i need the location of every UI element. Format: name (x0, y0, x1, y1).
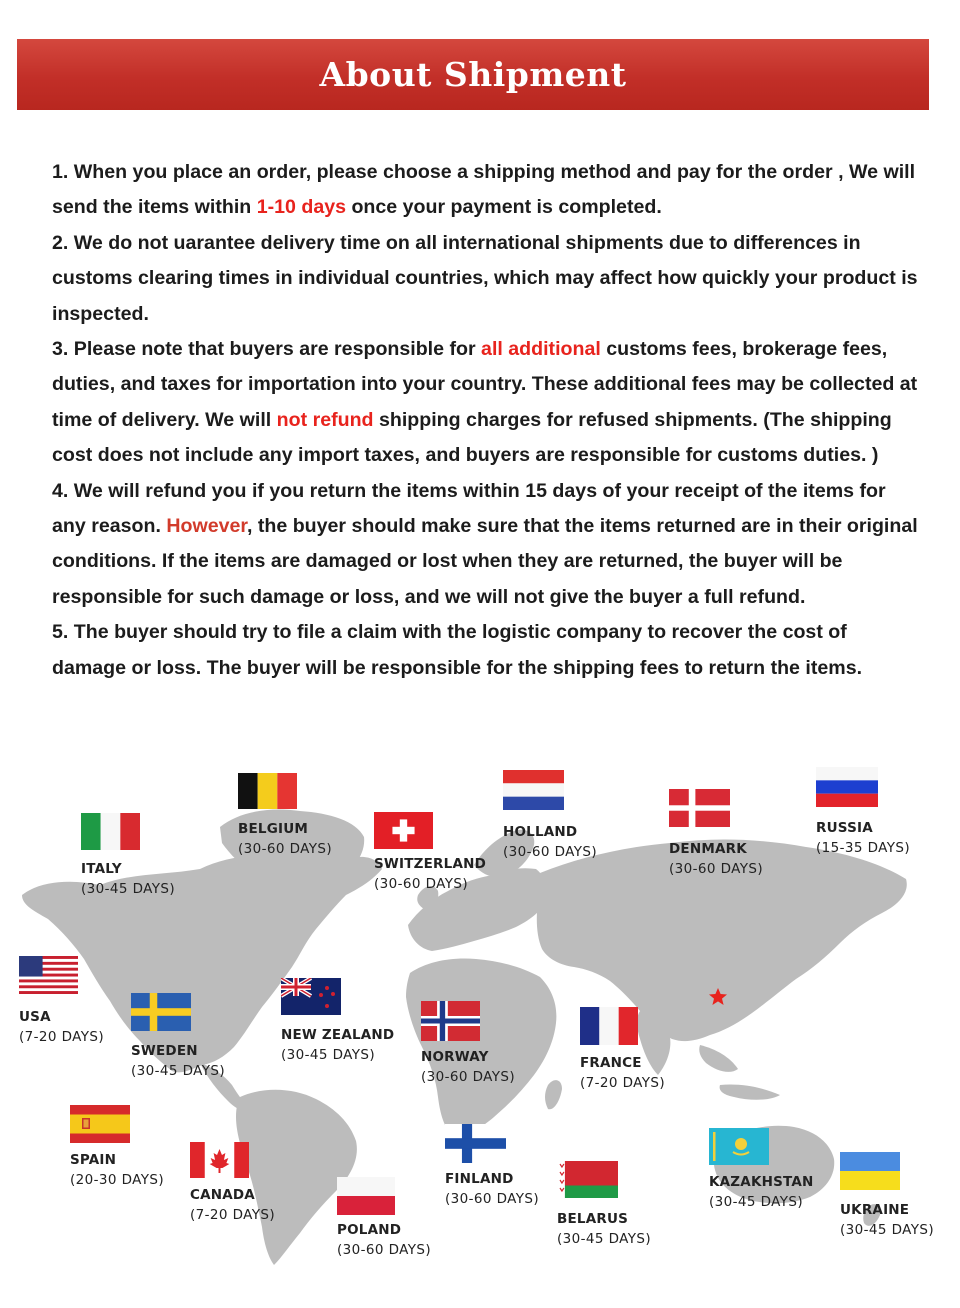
delivery-days: (30-60 DAYS) (238, 841, 333, 857)
delivery-days: (30-60 DAYS) (669, 861, 764, 877)
term-1: 1. When you place an order, please choose a shipping method and pay for the order , We will send the items within 1-10 days once your payment is completed. (52, 161, 916, 219)
term-4: 4. We will refund you if you return the items within 15 days of your receipt of the items for any reason. However, the buyer should make sure that the items returned are in their original conditions. If the items are damaged or lost when they are returned, the buyer will be responsible for such damage or loss, and we will not give the buyer a full refund. (52, 479, 918, 608)
country-name: BELARUS (557, 1211, 629, 1227)
country-name: HOLLAND (503, 824, 578, 840)
country-switzerland (374, 854, 486, 894)
highlight-all-additional: all additional (481, 338, 601, 361)
delivery-days: (30-45 DAYS) (281, 1047, 376, 1063)
italy-flag-icon (81, 813, 140, 850)
country-name: POLAND (337, 1222, 402, 1238)
usa-flag-icon (19, 956, 78, 994)
country-poland (337, 1220, 431, 1260)
delivery-days: (30-60 DAYS) (445, 1191, 540, 1207)
country-denmark (669, 839, 763, 879)
country-name: FINLAND (445, 1171, 514, 1187)
country-ukraine (840, 1200, 934, 1240)
country-name: ITALY (81, 861, 122, 877)
spain-flag-icon (70, 1105, 130, 1143)
term-2: 2. We do not uarantee delivery time on all international shipments due to differences in customs clearing times in individual countries, which may affect how quickly your product is inspected. (52, 231, 918, 325)
country-name: SPAIN (70, 1152, 117, 1168)
denmark-flag-icon (669, 789, 730, 827)
country-finland (445, 1169, 539, 1209)
poland-flag-icon (337, 1177, 395, 1215)
country-france (580, 1053, 665, 1093)
country-kazakhstan (709, 1172, 814, 1212)
country-name: BELGIUM (238, 821, 309, 837)
term-3: 3. Please note that buyers are responsible for all additional customs fees, brokerage fees, duties, and taxes for importation into your country. These additional fees may be collected at time of delivery. We will not refund shipping charges for refused shipments. (The shipping cost does not include any import taxes, and buyers are responsible for customs duties. ) (52, 338, 918, 467)
highlight-however: However (166, 515, 247, 538)
russia-flag-icon (816, 767, 878, 807)
switzerland-flag-icon (374, 812, 433, 849)
country-name: USA (19, 1009, 51, 1025)
country-holland (503, 822, 597, 862)
country-name: NEW ZEALAND (281, 1027, 395, 1043)
country-name: KAZAKHSTAN (709, 1174, 814, 1190)
delivery-days: (30-45 DAYS) (709, 1194, 804, 1210)
highlight-delivery-window: 1-10 days (256, 196, 347, 219)
country-belarus (557, 1209, 651, 1249)
delivery-days: (15-35 DAYS) (816, 840, 911, 856)
country-canada (190, 1185, 275, 1225)
country-name: SWEDEN (131, 1043, 198, 1059)
belgium-flag-icon (238, 773, 297, 809)
delivery-days: (7-20 DAYS) (580, 1075, 666, 1091)
country-spain (70, 1150, 164, 1190)
country-italy (81, 859, 175, 899)
country-name: CANADA (190, 1187, 255, 1203)
country-sweden (131, 1041, 225, 1081)
delivery-days: (30-60 DAYS) (374, 876, 469, 892)
holland-flag-icon (503, 770, 564, 810)
banner-title: About Shipment (319, 55, 627, 94)
about-shipment-banner (17, 39, 929, 110)
country-name: DENMARK (669, 841, 747, 857)
delivery-days: (20-30 DAYS) (70, 1172, 165, 1188)
shipping-terms (52, 155, 922, 686)
country-name: RUSSIA (816, 820, 873, 836)
world-map-section (0, 745, 960, 1308)
country-russia (816, 818, 910, 858)
country-belgium (238, 819, 332, 859)
delivery-days: (30-45 DAYS) (81, 881, 176, 897)
country-new-zealand (281, 1025, 394, 1065)
term-5: 5. The buyer should try to file a claim with the logistic company to recover the cost of damage or loss. The buyer will be responsible for the shipping fees to return the items. (52, 621, 863, 679)
ukraine-flag-icon (840, 1152, 900, 1190)
france-flag-icon (580, 1007, 638, 1045)
delivery-days: (30-60 DAYS) (503, 844, 598, 860)
delivery-days: (30-60 DAYS) (421, 1069, 516, 1085)
delivery-days: (30-45 DAYS) (840, 1222, 935, 1238)
country-name: FRANCE (580, 1055, 642, 1071)
delivery-days: (30-60 DAYS) (337, 1242, 432, 1258)
delivery-days: (30-45 DAYS) (557, 1231, 652, 1247)
canada-flag-icon (190, 1142, 249, 1178)
finland-flag-icon (445, 1124, 506, 1163)
norway-flag-icon (421, 1001, 480, 1041)
delivery-days: (30-45 DAYS) (131, 1063, 226, 1079)
belarus-flag-icon (559, 1161, 618, 1198)
country-usa (19, 1007, 104, 1047)
new-zealand-flag-icon (281, 978, 341, 1015)
delivery-days: (7-20 DAYS) (19, 1029, 105, 1045)
country-name: NORWAY (421, 1049, 489, 1065)
delivery-days: (7-20 DAYS) (190, 1207, 276, 1223)
kazakhstan-flag-icon (709, 1128, 769, 1165)
sweden-flag-icon (131, 993, 191, 1031)
country-name: UKRAINE (840, 1202, 910, 1218)
highlight-not-refund: not refund (276, 408, 374, 431)
country-norway (421, 1047, 515, 1087)
country-name: SWITZERLAND (374, 856, 487, 872)
